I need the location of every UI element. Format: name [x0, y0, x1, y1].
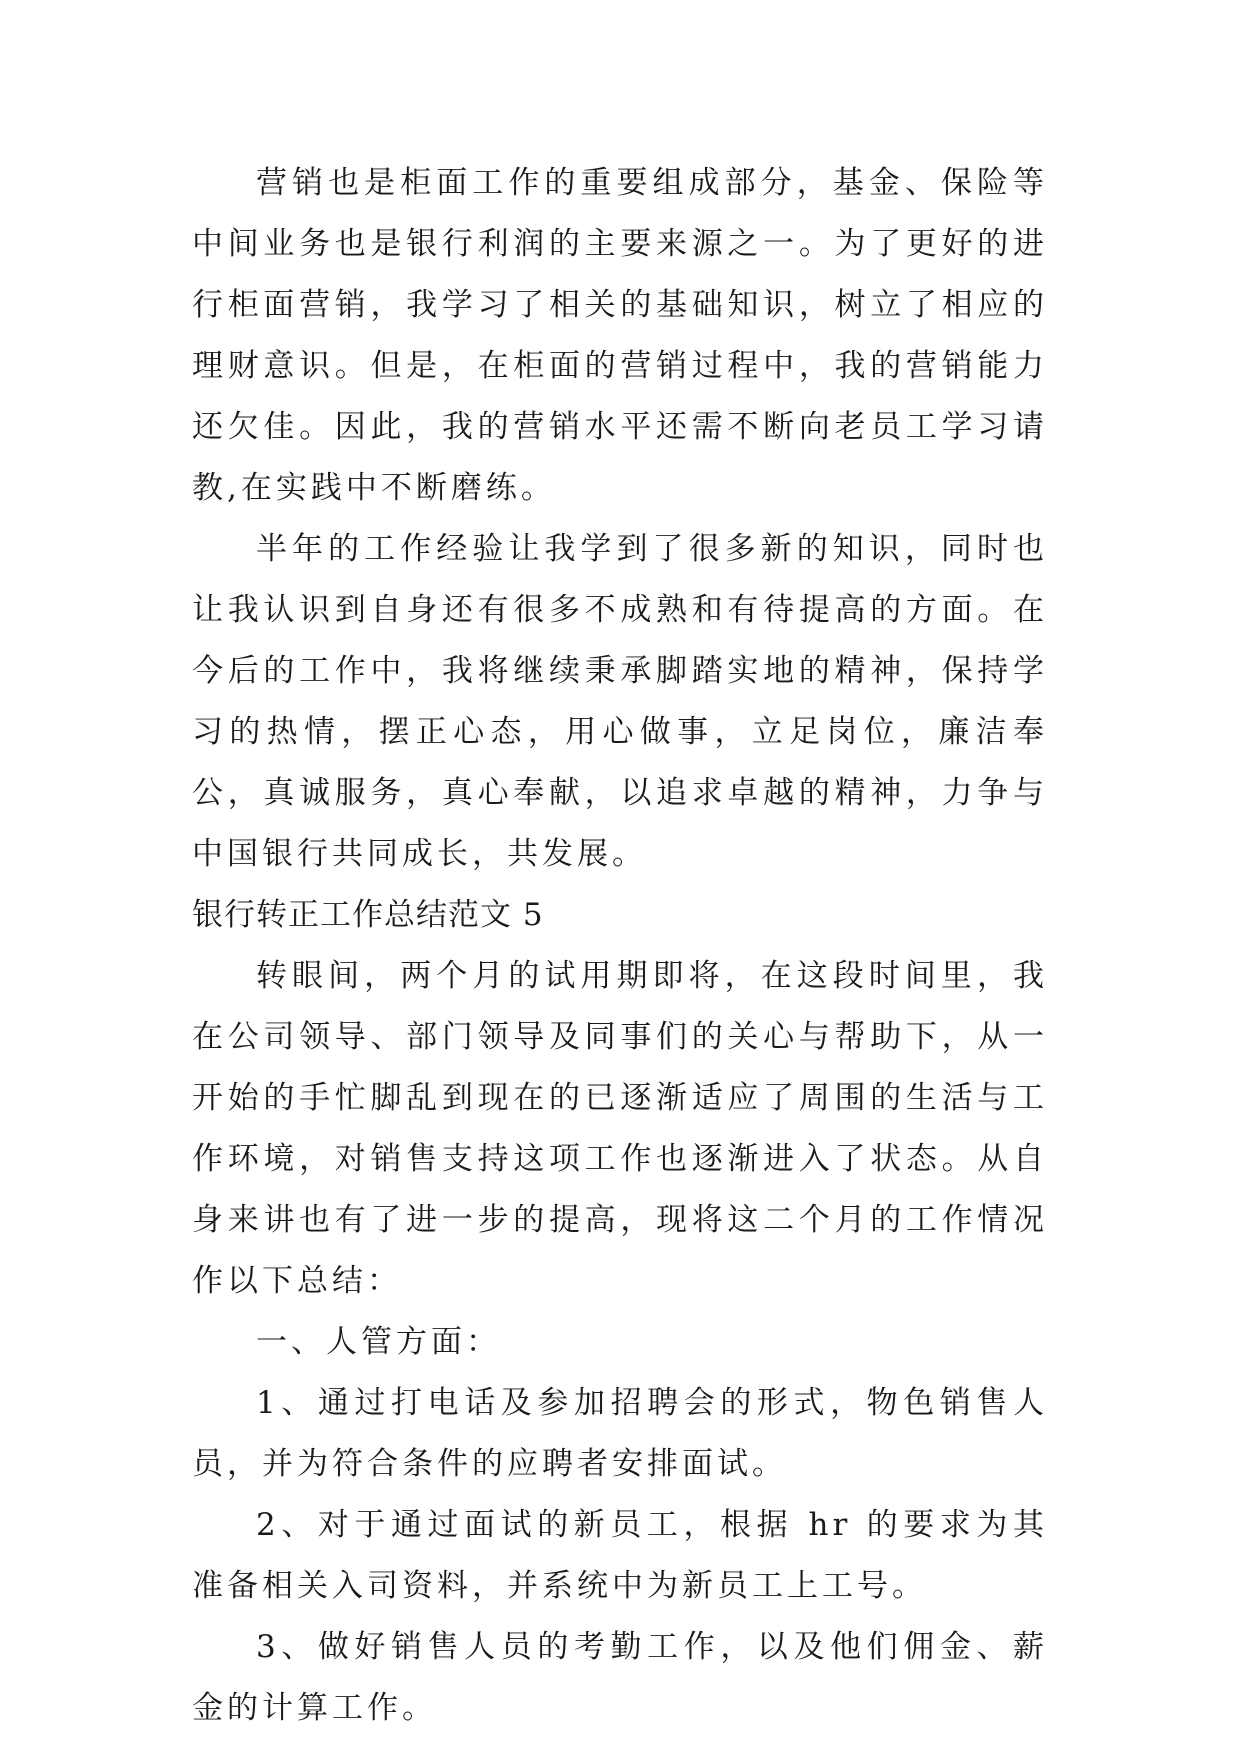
list-item-1: 1、通过打电话及参加招聘会的形式，物色销售人员，并为符合条件的应聘者安排面试。 [192, 1385, 1048, 1482]
list-item-3: 3、做好销售人员的考勤工作，以及他们佣金、薪金的计算工作。 [192, 1629, 1048, 1726]
list-item-2: 2、对于通过面试的新员工，根据 hr 的要求为其准备相关入司资料，并系统中为新员工上工号。 [192, 1507, 1048, 1604]
subheading-personnel: 一、人管方面： [256, 1324, 501, 1360]
section-heading: 银行转正工作总结范文 5 [192, 897, 544, 933]
paragraph-half-year-experience: 半年的工作经验让我学到了很多新的知识，同时也让我认识到自身还有很多不成熟和有待提高的方面。在今后的工作中，我将继续秉承脚踏实地的精神，保持学习的热情，摆正心态，用心做事，立足岗位，廉洁奉公，真诚服务，真心奉献，以追求卓越的精神，力争与中国银行共同成长，共发展。 [192, 531, 1048, 872]
paragraph-marketing: 营销也是柜面工作的重要组成部分，基金、保险等中间业务也是银行利润的主要来源之一。为了更好的进行柜面营销，我学习了相关的基础知识，树立了相应的理财意识。但是，在柜面的营销过程中，我的营销能力还欠佳。因此，我的营销水平还需不断向老员工学习请教,在实践中不断磨练。 [192, 165, 1048, 506]
document-body [192, 153, 1048, 1739]
paragraph-probation-intro: 转眼间，两个月的试用期即将，在这段时间里，我在公司领导、部门领导及同事们的关心与帮助下，从一开始的手忙脚乱到现在的已逐渐适应了周围的生活与工作环境，对销售支持这项工作也逐渐进入了状态。从自身来讲也有了进一步的提高，现将这二个月的工作情况作以下总结： [192, 958, 1048, 1299]
